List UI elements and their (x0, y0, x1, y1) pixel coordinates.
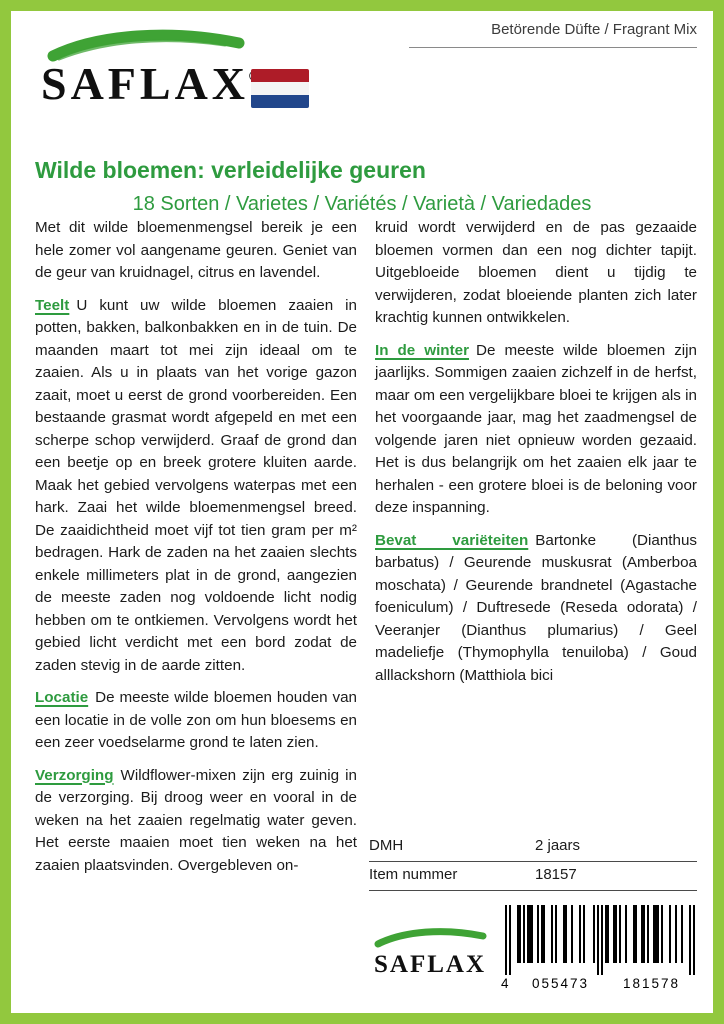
section-in-de-winter (375, 340, 697, 520)
info-value: 18157 (535, 866, 577, 883)
flag-stripe-white (251, 82, 309, 95)
section-heading: Teelt (35, 296, 70, 314)
section-locatie (35, 687, 357, 755)
section-teelt (35, 295, 357, 678)
section-heading: Locatie (35, 689, 89, 706)
section-verzorging (35, 765, 357, 878)
paragraph-text: Wildflower-mixen zijn erg zuinig in de verzorging. Bij droog weer en vooral in de weken na het zaaien regelmatig water geven. Het eerste maaien moet tien weken na het zaaien plaatsvinden. Overgebleven on- (35, 766, 357, 874)
brush-stroke-icon (372, 927, 488, 949)
product-info-block (369, 833, 697, 991)
barcode-bars-icon (501, 905, 697, 975)
brand-name: SAFLAX (373, 951, 486, 978)
info-label: Item nummer (369, 866, 458, 883)
paragraph-text: kruid wordt verwijderd en de pas gezaaide bloemen vormen dan een nog dichter tapijt. Uitgebloeide bloemen dient u tijdig te verwijderen, zodat bloeiende planten zich later krachtig kunnen ontwikkelen. (375, 219, 697, 326)
flag-stripe-red (251, 69, 309, 82)
paragraph-text: U kunt uw wilde bloemen zaaien in potten, bakken, balkonbakken en in de tuin. De maanden maart tot mei zijn ideaal om te zaaien. Als u in plaats van het vorige gazon zaait, moet u eerst de grond voorbereiden. Een bestaande grasmat wordt afgepeld en met een scherpe schop verwijderd. Graaf de grond dan een beetje op en breek grotere kluiten aarde. Maak het gebied vervolgens waterpas met een hark. Zaai het wilde bloemenmengsel breed. De zaaidichtheid moet vijf tot tien gram per m² bedragen. Hark de zaden na het zaaien slechts enkele millimeters plat in de grond, aangezien de meeste zaden nog voldoende licht nodig hebben om te ontkiemen. Vervolgens wordt het gebied licht verdicht met een bord zodat de zaden stevig in de aarde zitten. (35, 296, 357, 674)
brand-name: SAFLAX (41, 58, 250, 109)
section-bevat-varieteiten (375, 530, 697, 688)
section-heading: Verzorging (35, 766, 114, 784)
page-title: Wilde bloemen: verleidelijke geuren (35, 157, 426, 183)
section-heading: Bevat variëteiten (375, 531, 529, 549)
flag-stripe-blue (251, 95, 309, 108)
section-heading: In de winter (375, 341, 469, 359)
varieties-subtitle: 18 Sorten / Varietes / Variétés / Varietà / Variedades (132, 193, 592, 215)
intro-paragraph (35, 217, 357, 285)
left-column (35, 217, 357, 1015)
info-value: 2 jaars (535, 837, 581, 854)
barcode-digit: 4 (501, 976, 511, 991)
info-row-dmh (369, 833, 697, 862)
barcode-number (501, 976, 697, 991)
netherlands-flag-icon (251, 69, 309, 108)
paragraph-text: De meeste wilde bloemen zijn jaarlijks. Sommigen zaaien zichzelf in de herfst, maar om een vergelijkbare bloei te krijgen als in het voorgaande jaar, mag het zaadmengsel de volgende jaren niet opnieuw worden gezaaid. Het is dus belangrijk om het zaaien elk jaar te herhalen - een grotere bloei is de beloning voor deze inspanning. (375, 341, 697, 516)
logo-barcode-row (369, 905, 697, 991)
info-row-item-number (369, 862, 697, 891)
brand-logo (41, 27, 271, 110)
barcode-group: 055473 (531, 976, 590, 991)
brand-wordmark (41, 57, 271, 110)
product-tagline: Betörende Düfte / Fragrant Mix (409, 21, 697, 48)
continuation-paragraph (375, 217, 697, 330)
paragraph-text: Met dit wilde bloemenmengsel bereik je een hele zomer vol aangename geuren. Geniet van de geur van kruidnagel, citrus en lavendel. (35, 219, 357, 281)
info-label: DMH (369, 837, 404, 854)
footer-brand-logo (369, 927, 491, 991)
paragraph-text: De meeste wilde bloemen houden van een locatie in de volle zon om hun bloesems en een zeer voedselarme grond te laten zien. (35, 689, 357, 751)
barcode (501, 905, 697, 991)
paragraph-text: Bartonke (Dianthus barbatus) / Geurende muskusrat (Amberboa moschata) / Geurende brandnetel (Agastache foeniculum) / Duftresede (Reseda odorata) / Veeranjer (Dianthus plumarius) / Geel madeliefje (Thymophylla tenuiloba) / Goud alllackshorn (Matthiola bici (375, 531, 697, 684)
barcode-group: 181578 (622, 976, 681, 991)
